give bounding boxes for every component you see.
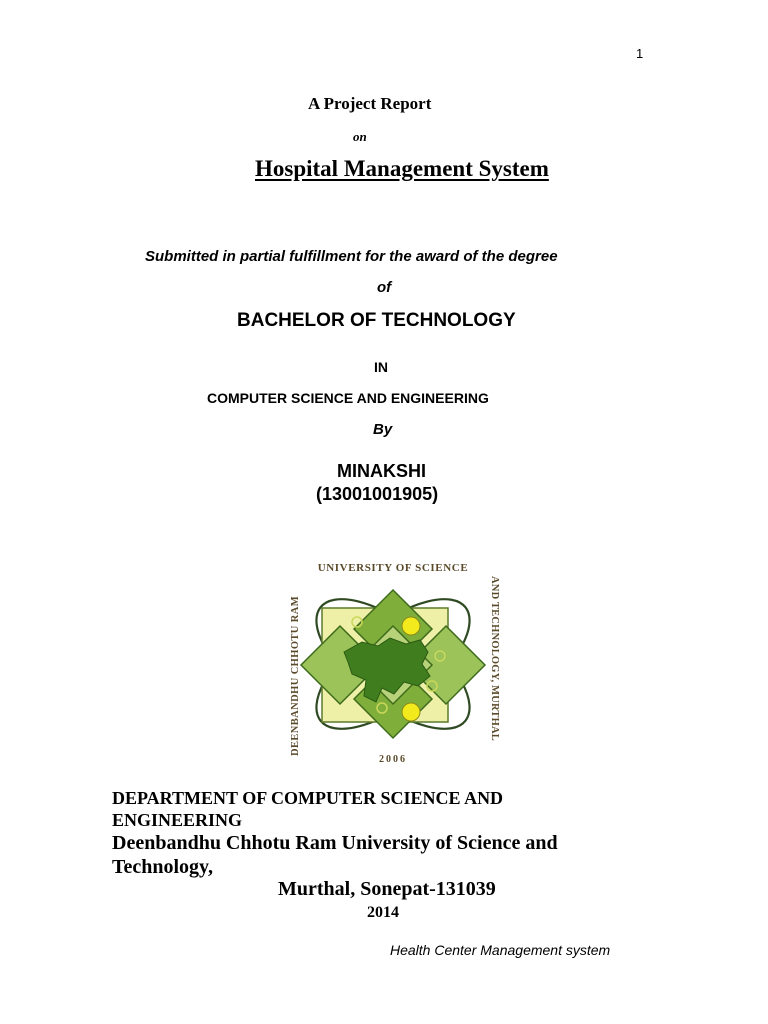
of-label: of — [377, 279, 392, 296]
report-label: A Project Report — [308, 94, 432, 113]
report-title: Hospital Management System — [255, 156, 549, 181]
in-label: IN — [374, 359, 388, 375]
branch-name: COMPUTER SCIENCE AND ENGINEERING — [207, 390, 489, 406]
university-logo — [282, 556, 504, 770]
author-name: MINAKSHI — [337, 461, 426, 481]
logo-dot-shape — [402, 703, 420, 721]
university-address: Murthal, Sonepat-131039 — [278, 878, 496, 900]
page-footer: Health Center Management system — [390, 942, 611, 958]
page-number: 1 — [636, 46, 644, 61]
submission-statement: Submitted in partial fulfillment for the award of the degree — [145, 248, 558, 265]
submission-year: 2014 — [367, 904, 399, 921]
by-label: By — [373, 421, 393, 438]
roll-number: (13001001905) — [316, 484, 439, 504]
logo-left-text: DEENBANDHU CHHOTU RAM — [290, 595, 301, 756]
department-line: DEPARTMENT OF COMPUTER SCIENCE AND — [112, 788, 504, 808]
on-label: on — [353, 129, 367, 144]
department-line: ENGINEERING — [112, 810, 243, 830]
logo-top-text: UNIVERSITY OF SCIENCE — [317, 562, 469, 574]
logo-right-text: AND TECHNOLOGY, MURTHAL — [489, 576, 500, 741]
logo-dot-shape — [402, 617, 420, 635]
university-line: Deenbandhu Chhotu Ram University of Science and — [112, 832, 558, 854]
logo-year-text: 2006 — [379, 754, 407, 765]
degree-name: BACHELOR OF TECHNOLOGY — [237, 310, 516, 331]
university-line: Technology, — [112, 856, 213, 878]
